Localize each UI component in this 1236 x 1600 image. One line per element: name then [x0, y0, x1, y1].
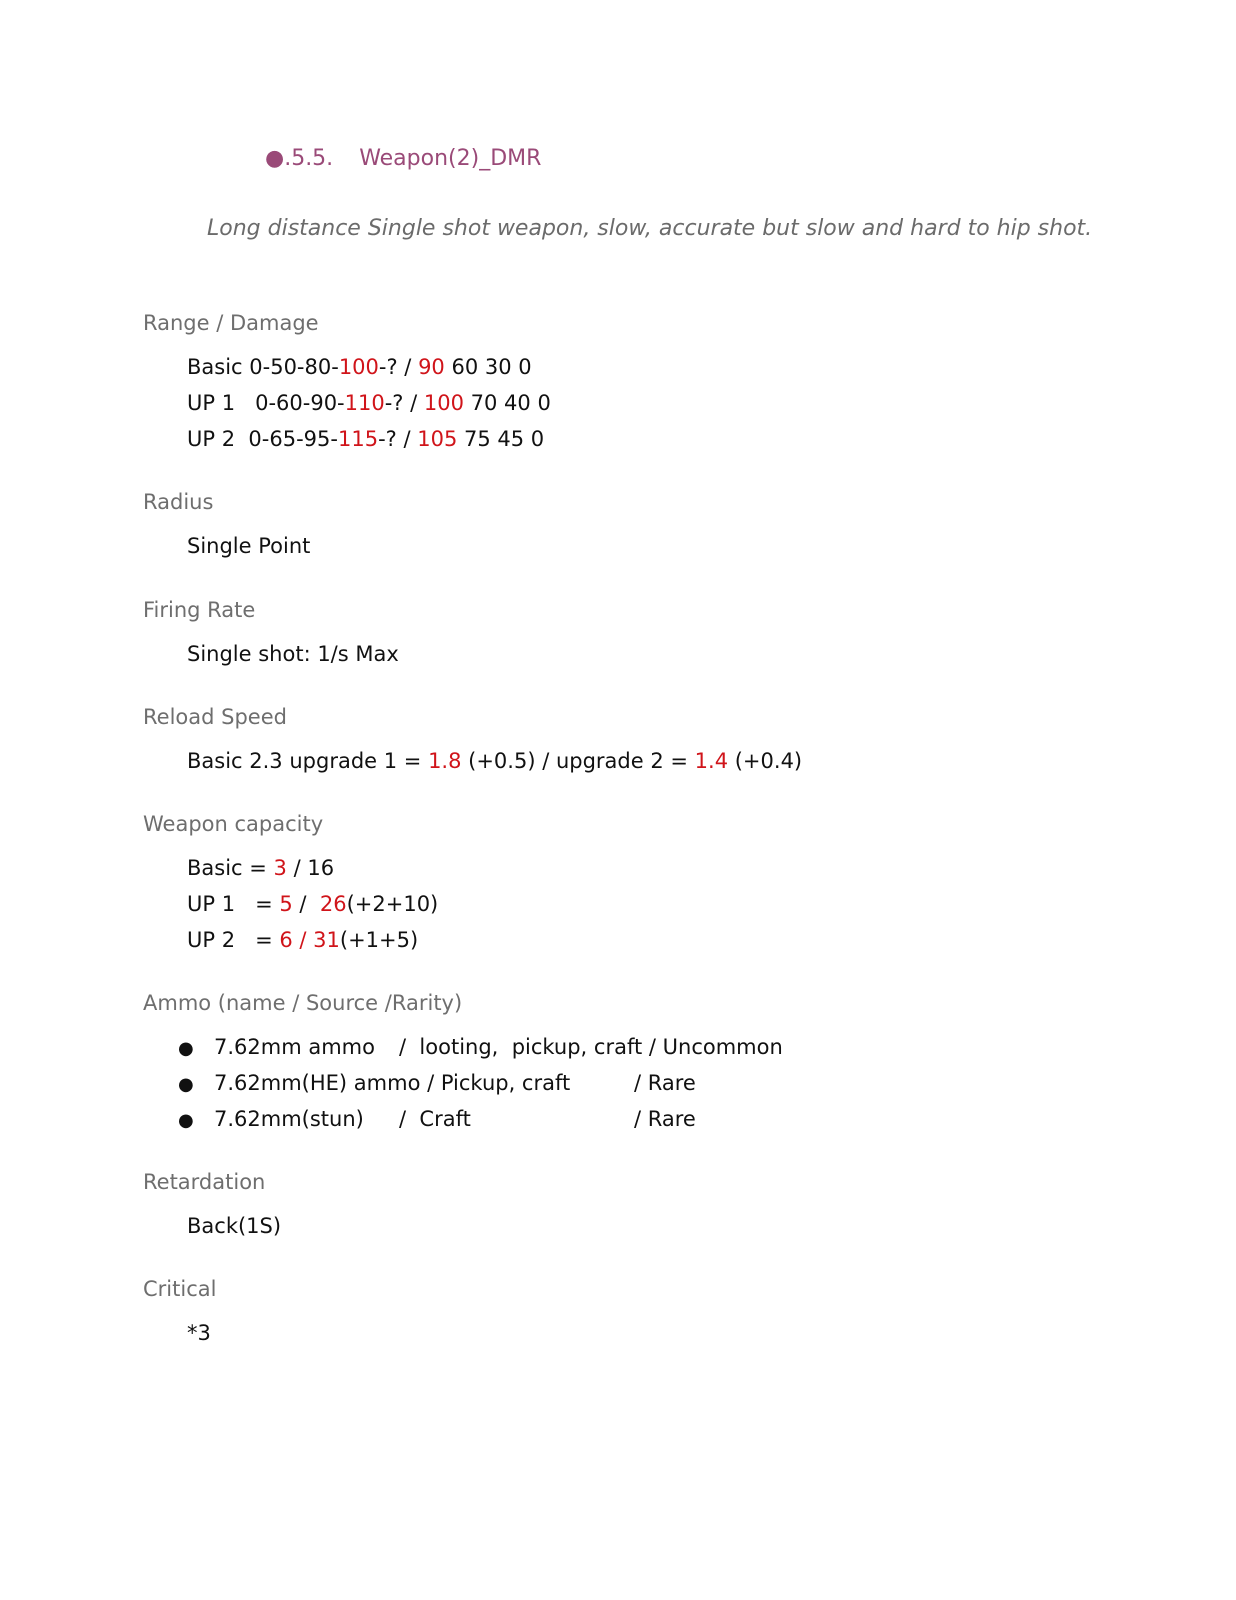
- heading-number: .5.5.: [284, 146, 334, 171]
- ammo-item-name: 7.62mm(stun): [214, 1107, 364, 1131]
- ammo-item-source: / looting, pickup, craft / Uncommon: [399, 1035, 783, 1059]
- firing-rate-value: Single shot: 1/s Max: [187, 642, 399, 666]
- ammo-item-source: / Craft: [399, 1107, 471, 1131]
- range-damage-label: Range / Damage: [143, 311, 319, 335]
- firing-rate-label: Firing Rate: [143, 598, 256, 622]
- critical-value: *3: [187, 1321, 211, 1345]
- ammo-item-name: 7.62mm(HE) ammo / Pickup, craft: [214, 1071, 571, 1095]
- retardation-value: Back(1S): [187, 1214, 282, 1238]
- ammo-bullet-icon: ●: [178, 1038, 194, 1059]
- radius-label: Radius: [143, 490, 214, 514]
- range-row-up2: UP 2 0-65-95-115-? / 105 75 45 0: [187, 427, 545, 451]
- ammo-label: Ammo (name / Source /Rarity): [143, 991, 463, 1015]
- retardation-label: Retardation: [143, 1170, 266, 1194]
- heading-title: Weapon(2)_DMR: [359, 146, 542, 171]
- critical-label: Critical: [143, 1277, 217, 1301]
- ammo-item-rarity: / Rare: [634, 1071, 696, 1095]
- range-row-up1: UP 1 0-60-90-110-? / 100 70 40 0: [187, 391, 551, 415]
- ammo-item-rarity: / Rare: [634, 1107, 696, 1131]
- capacity-row-up2: UP 2 = 6 / 31(+1+5): [187, 928, 419, 952]
- section-heading: [265, 146, 541, 171]
- range-row-basic: Basic 0-50-80-100-? / 90 60 30 0: [187, 355, 532, 379]
- weapon-capacity-label: Weapon capacity: [143, 812, 324, 836]
- reload-speed-label: Reload Speed: [143, 705, 287, 729]
- ammo-bullet-icon: ●: [178, 1074, 194, 1095]
- heading-bullet: ●: [265, 146, 285, 171]
- ammo-bullet-icon: ●: [178, 1110, 194, 1131]
- ammo-item-name: 7.62mm ammo: [214, 1035, 375, 1059]
- weapon-description: Long distance Single shot weapon, slow, accurate but slow and hard to hip shot.: [207, 216, 1093, 241]
- capacity-row-basic: Basic = 3 / 16: [187, 856, 335, 880]
- capacity-row-up1: UP 1 = 5 / 26(+2+10): [187, 892, 439, 916]
- radius-value: Single Point: [187, 534, 311, 558]
- reload-speed-value: Basic 2.3 upgrade 1 = 1.8 (+0.5) / upgrade 2 = 1.4 (+0.4): [187, 749, 803, 773]
